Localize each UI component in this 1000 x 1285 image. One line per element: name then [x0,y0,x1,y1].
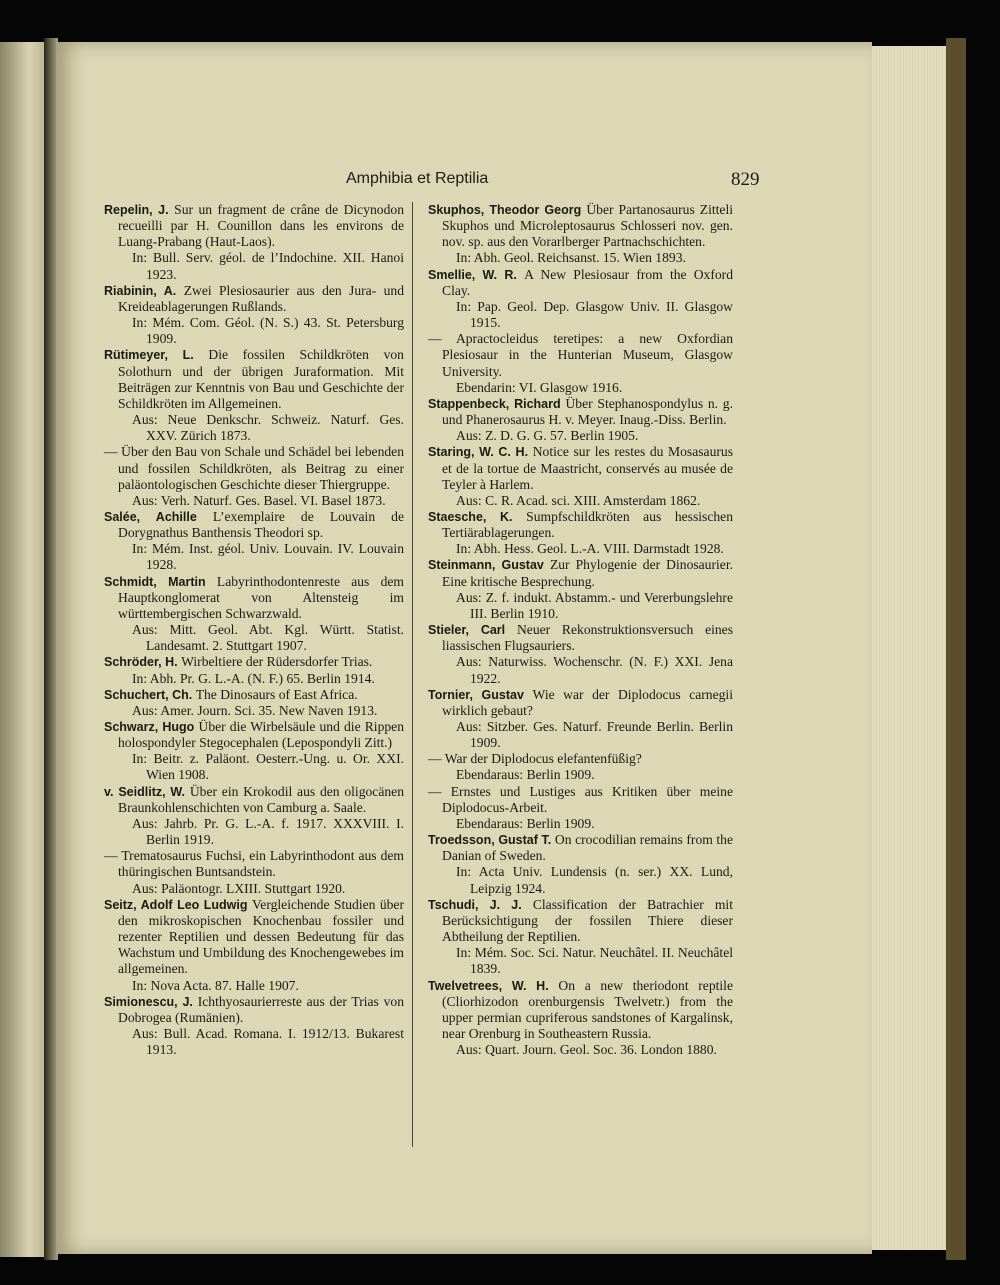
entry-publication: Aus: Quart. Journ. Geol. Soc. 36. London 1880. [456,1042,717,1058]
entry-author: v. Seidlitz, W. [104,784,190,799]
entry-author: Repelin, J. [104,203,175,217]
entry-title: The Dinosaurs of East Africa. [195,686,358,702]
entry-publication: Aus: Z. f. indukt. Abstamm.- und Vererbungslehre III. Berlin 1910. [456,589,733,621]
entry-publication: In: Abh. Pr. G. L.-A. (N. F.) 65. Berlin 1914. [132,670,375,686]
entry-author: Schuchert, Ch. [104,687,196,702]
bibliography-entry [428,897,733,978]
entry-author: Skuphos, Theodor Georg [428,203,587,217]
bibliography-entry [104,654,404,686]
entry-title: — Trematosaurus Fuchsi, ein Labyrinthodont aus dem thüringischen Buntsandstein. [104,848,404,880]
entry-publication: Ebendaraus: Berlin 1909. [456,815,595,831]
right-column [428,202,733,1058]
bibliography-entry [104,202,404,283]
entry-publication: Ebendarin: VI. Glasgow 1916. [456,379,623,395]
entry-title: Über die Wirbelsäule und die Rippen holospondyler Stegocephalen (Lepospondyli Zitt.) [118,719,404,751]
bibliography-entry [428,784,733,832]
entry-author: Smellie, W. R. [428,267,525,282]
bibliography-entry [428,202,733,267]
entry-author: Schwarz, Hugo [104,720,199,734]
entry-title: Sumpfschildkröten aus hessischen Tertiärablagerungen. [442,508,733,541]
entry-author: Twelvetrees, W. H. [428,978,559,993]
entry-publication: In: Abh. Geol. Reichsanst. 15. Wien 1893. [456,250,686,266]
entry-publication: In: Beitr. z. Paläont. Oesterr.-Ung. u. Or. XXI. Wien 1908. [132,751,404,783]
entry-title: Über Partanosaurus Zitteli Skuphos und Microleptosaurus Schlosseri nov. gen. nov. sp. aus den Vorarlberger Partnachschichten. [442,202,734,250]
entry-title: — Über den Bau von Schale und Schädel bei lebenden und fossilen Schildkröten, als Beitrag zu einer paläontologischen Geschichte dieser Thiergruppe. [104,444,404,492]
entry-publication: Aus: Neue Denkschr. Schweiz. Naturf. Ges. XXV. Zürich 1873. [132,412,404,444]
bibliography-entry [104,897,404,994]
entry-publication: Aus: Z. D. G. G. 57. Berlin 1905. [456,428,639,444]
entry-author: Salée, Achille [104,509,213,524]
entry-publication: Aus: Paläontogr. LXIII. Stuttgart 1920. [132,880,346,896]
entry-author: Stappenbeck, Richard [428,396,566,411]
entry-author: Riabinin, A. [104,283,184,298]
entry-title: Über ein Krokodil aus den oligocänen Braunkohlenschichten von Camburg a. Saale. [118,783,404,815]
bibliography-entry [104,848,404,896]
entry-author: Tornier, Gustav [428,687,533,702]
page-number: 829 [731,169,760,190]
page-stack-edge [866,46,948,1250]
bibliography-entry [428,509,733,557]
bibliography-entry [428,622,733,687]
entry-publication: In: Mém. Soc. Sci. Natur. Neuchâtel. II. Neuchâtel 1839. [456,945,733,977]
entry-title: On a new theriodont reptile (Cliorhizodon orenburgensis Twelvetr.) from the upper permian cupriferous sandstones of Kargalinsk, near Orenburg in Southeastern Russia. [442,977,733,1041]
bibliography-entry [428,687,733,752]
entry-author: Staring, W. C. H. [428,445,533,460]
entry-title: Sur un fragment de crâne de Dicynodon recueilli par H. Counillon dans les environs de Luang-Prabang (Haut-Laos). [118,202,404,250]
entry-author: Steinmann, Gustav [428,558,550,573]
bibliography-entry [104,444,404,509]
entry-publication: In: Bull. Serv. géol. de l’Indochine. XII. Hanoi 1923. [132,250,404,282]
entry-title: Notice sur les restes du Mosasaurus et de la tortue de Maastricht, conservés au musée de Teyler à Harlem. [442,444,733,492]
entry-title: Ichthyosaurierreste aus der Trias von Dobrogea (Rumänien). [118,993,404,1025]
bibliography-entry [428,444,733,509]
entry-author: Staesche, K. [428,509,527,524]
running-title: Amphibia et Reptilia [346,170,489,187]
entry-title: — Apractocleidus teretipes: a new Oxfordian Plesiosaur in the Hunterian Museum, Glasgow University. [428,331,733,379]
entry-publication: In: Acta Univ. Lundensis (n. ser.) XX. Lund, Leipzig 1924. [456,864,733,896]
page-header [56,170,872,192]
bibliography-entry [104,574,404,655]
bibliography-entry [104,719,404,784]
bibliography-entry [428,751,733,783]
entry-author: Schmidt, Martin [104,574,217,589]
book-page [56,42,872,1254]
bibliography-entry [428,267,733,332]
book-cover-edge [946,38,966,1260]
column-divider [412,202,413,1147]
entry-publication: Aus: Bull. Acad. Romana. I. 1912/13. Bukarest 1913. [132,1025,404,1058]
entry-title: Wie war der Diplodocus carnegii wirklich gebaut? [442,686,733,718]
entry-publication: Aus: Amer. Journ. Sci. 35. New Naven 1913. [132,702,378,718]
entry-title: Zur Phylogenie der Dinosaurier. Eine kritische Besprechung. [442,557,733,589]
left-column [104,202,404,1058]
bibliography-entry [428,331,733,396]
entry-title: Vergleichende Studien über den mikroskopischen Knochenbau fossiler und rezenter Reptilien und dessen Bedeutung für das Wachstum und Umbildung des Knochengewebes im allgemeinen. [118,896,404,977]
bibliography-entry [104,347,404,444]
bibliography-entry [104,687,404,719]
entry-publication: In: Mém. Com. Géol. (N. S.) 43. St. Petersburg 1909. [132,315,404,347]
entry-publication: Aus: Sitzber. Ges. Naturf. Freunde Berlin. Berlin 1909. [456,719,733,751]
entry-title: Labyrinthodontenreste aus dem Hauptkonglomerat von Altensteig im württembergischen Schwarzwald. [118,573,404,621]
bibliography-entry [104,784,404,849]
bibliography-entry [428,396,733,444]
entry-publication: In: Nova Acta. 87. Halle 1907. [132,977,299,993]
entry-title: Classification der Batrachier mit Berücksichtigung der fossilen Thiere dieser Abtheilung der Reptilien. [442,896,733,945]
entry-author: Simionescu, J. [104,994,198,1009]
entry-publication: Aus: Verh. Naturf. Ges. Basel. VI. Basel 1873. [132,492,386,508]
bibliography-entry [104,994,404,1059]
entry-author: Troedsson, Gustaf T. [428,833,555,848]
entry-publication: Aus: Naturwiss. Wochenschr. (N. F.) XXI. Jena 1922. [456,654,733,686]
entry-publication: Ebendaraus: Berlin 1909. [456,767,595,783]
entry-publication: In: Pap. Geol. Dep. Glasgow Univ. II. Glasgow 1915. [456,298,733,331]
entry-title: — War der Diplodocus elefantenfüßig? [428,751,642,767]
entry-title: Zwei Plesiosaurier aus den Jura- und Kreideablagerungen Rußlands. [118,282,404,314]
entry-title: A New Plesiosaur from the Oxford Clay. [442,266,734,298]
entry-author: Tschudi, J. J. [428,897,533,912]
entry-title: Die fossilen Schildkröten von Solothurn und der übrigen Juraformation. Mit Beiträgen zur Kenntnis von Bau und Geschichte der Schildkröten im Allgemeinen. [118,347,404,411]
bibliography-entry [104,509,404,574]
entry-publication: In: Abh. Hess. Geol. L.-A. VIII. Darmstadt 1928. [456,541,724,557]
entry-publication: Aus: Jahrb. Pr. G. L.-A. f. 1917. XXXVIII. I. Berlin 1919. [132,815,404,848]
bibliography-entry [428,832,733,897]
left-page-edge [0,42,48,1257]
entry-author: Schröder, H. [104,655,182,670]
entry-publication: Aus: C. R. Acad. sci. XIII. Amsterdam 1862. [456,492,701,508]
bibliography-entry [428,978,733,1059]
entry-author: Seitz, Adolf Leo Ludwig [104,897,252,912]
entry-publication: In: Mém. Inst. géol. Univ. Louvain. IV. Louvain 1928. [132,541,404,573]
bibliography-entry [428,557,733,622]
entry-title: On crocodilian remains from the Danian of Sweden. [442,832,733,864]
entry-title: — Ernstes und Lustiges aus Kritiken über meine Diplodocus-Arbeit. [428,783,733,815]
entry-title: L’exemplaire de Louvain de Dorygnathus Banthensis Theodori sp. [118,508,405,541]
entry-title: Neuer Rekonstruktionsversuch eines liassischen Flugsauriers. [442,622,733,654]
entry-author: Stieler, Carl [428,623,517,638]
entry-author: Rütimeyer, L. [104,348,209,363]
entry-publication: Aus: Mitt. Geol. Abt. Kgl. Württ. Statist. Landesamt. 2. Stuttgart 1907. [132,622,404,654]
entry-title: Über Stephanospondylus n. g. und Phanerosaurus H. v. Meyer. Inaug.-Diss. Berlin. [442,395,733,428]
entry-title: Wirbeltiere der Rüdersdorfer Trias. [181,654,373,670]
bibliography-entry [104,283,404,348]
